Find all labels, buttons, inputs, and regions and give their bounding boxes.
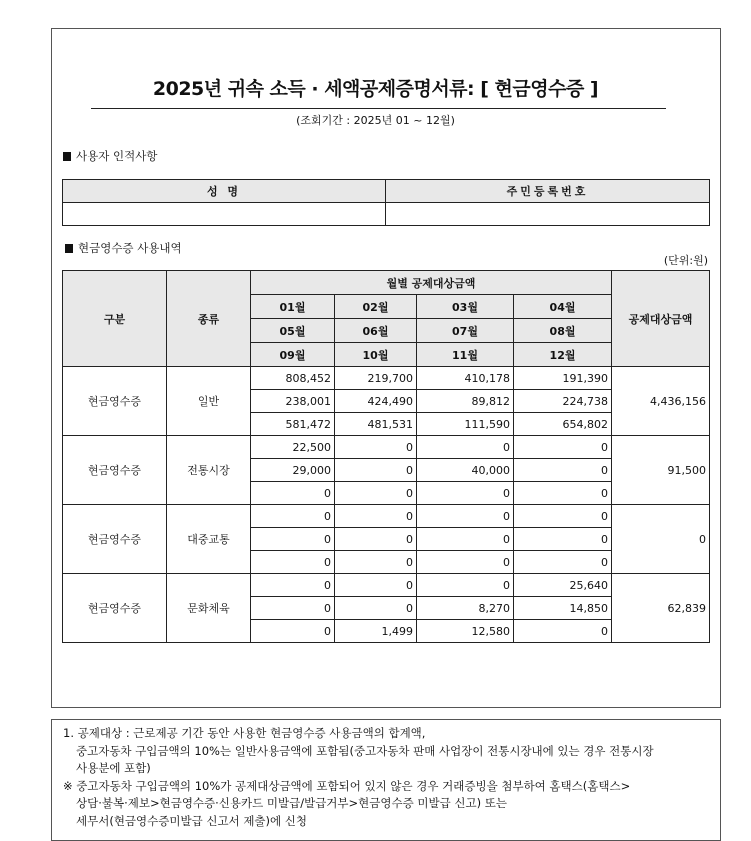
type-cell: 대중교통	[167, 505, 251, 574]
month-amount: 0	[335, 505, 417, 528]
month-amount: 0	[417, 482, 514, 505]
month-amount: 0	[417, 574, 514, 597]
table-row	[63, 436, 710, 459]
month-amount: 0	[335, 528, 417, 551]
month-header: 06월	[335, 319, 417, 343]
month-amount: 0	[251, 551, 335, 574]
category-cell: 현금영수증	[63, 436, 167, 505]
month-header: 03월	[417, 295, 514, 319]
category-cell: 현금영수증	[63, 367, 167, 436]
total-header: 공제대상금액	[612, 271, 710, 367]
unit-label: (단위:원)	[663, 254, 708, 267]
month-header: 12월	[514, 343, 612, 367]
user-info-table	[62, 179, 710, 226]
month-amount: 581,472	[251, 413, 335, 436]
table-row	[63, 505, 710, 528]
month-header: 09월	[251, 343, 335, 367]
month-amount: 654,802	[514, 413, 612, 436]
note-line: 상담·불복·제보>현금영수증·신용카드 미발급/발급거부>현금영수증 미발급 신고) 또는	[76, 796, 507, 810]
month-amount: 0	[514, 620, 612, 643]
month-amount: 0	[335, 597, 417, 620]
month-header: 10월	[335, 343, 417, 367]
month-amount: 0	[251, 505, 335, 528]
month-amount: 12,580	[417, 620, 514, 643]
name-header: 성 명	[63, 180, 386, 203]
month-amount: 0	[335, 574, 417, 597]
month-amount: 0	[514, 505, 612, 528]
user-section-heading: 사용자 인적사항	[63, 148, 157, 164]
name-value	[63, 203, 386, 226]
month-amount: 0	[514, 528, 612, 551]
note-line: 중고자동차 구입금액의 10%는 일반사용금액에 포함됨(중고자동차 판매 사업장이 전통시장내에 있는 경우 전통시장	[76, 743, 654, 758]
total-amount: 4,436,156	[612, 367, 710, 436]
month-amount: 0	[417, 528, 514, 551]
page-title: 2025년 귀속 소득 · 세액공제증명서류: [ 현금영수증 ]	[152, 78, 599, 100]
month-amount: 8,270	[417, 597, 514, 620]
month-header: 08월	[514, 319, 612, 343]
note-line: 세무서(현금영수증미발급 신고서 제출)에 신청	[76, 813, 308, 828]
month-amount: 25,640	[514, 574, 612, 597]
note-line: 사용분에 포함)	[76, 761, 151, 775]
month-amount: 0	[251, 528, 335, 551]
month-header: 11월	[417, 343, 514, 367]
total-amount: 62,839	[612, 574, 710, 643]
month-amount: 0	[335, 551, 417, 574]
type-cell: 전통시장	[167, 436, 251, 505]
type-cell: 일반	[167, 367, 251, 436]
month-amount: 224,738	[514, 390, 612, 413]
title-divider	[91, 108, 666, 109]
month-amount: 111,590	[417, 413, 514, 436]
month-header: 02월	[335, 295, 417, 319]
category-header: 구분	[63, 271, 167, 367]
month-amount: 0	[335, 459, 417, 482]
month-amount: 89,812	[417, 390, 514, 413]
id-value	[386, 203, 710, 226]
month-amount: 0	[251, 597, 335, 620]
type-header: 종류	[167, 271, 251, 367]
square-bullet-icon	[63, 152, 71, 161]
month-amount: 0	[251, 482, 335, 505]
month-amount: 481,531	[335, 413, 417, 436]
month-amount: 0	[251, 620, 335, 643]
month-header: 01월	[251, 295, 335, 319]
month-amount: 0	[335, 436, 417, 459]
month-amount: 14,850	[514, 597, 612, 620]
table-row	[63, 574, 710, 597]
query-period: (조회기간 : 2025년 01 ~ 12월)	[296, 114, 455, 127]
month-amount: 0	[417, 436, 514, 459]
month-amount: 0	[251, 574, 335, 597]
cash-section-heading: 현금영수증 사용내역	[65, 240, 182, 256]
month-amount: 191,390	[514, 367, 612, 390]
month-amount: 0	[514, 459, 612, 482]
month-amount: 0	[417, 551, 514, 574]
month-amount: 0	[417, 505, 514, 528]
month-amount: 410,178	[417, 367, 514, 390]
type-cell: 문화체육	[167, 574, 251, 643]
category-cell: 현금영수증	[63, 574, 167, 643]
month-amount: 40,000	[417, 459, 514, 482]
table-row	[63, 367, 710, 390]
month-amount: 1,499	[335, 620, 417, 643]
square-bullet-icon	[65, 244, 73, 253]
month-header: 07월	[417, 319, 514, 343]
category-cell: 현금영수증	[63, 505, 167, 574]
cash-receipt-table	[62, 270, 710, 643]
notes	[63, 725, 713, 830]
note-line: ※ 중고자동차 구입금액의 10%가 공제대상금액에 포함되어 있지 않은 경우 거래증빙을 첨부하여 홈택스(홈택스>	[63, 778, 631, 793]
month-amount: 22,500	[251, 436, 335, 459]
month-amount: 424,490	[335, 390, 417, 413]
month-amount: 0	[335, 482, 417, 505]
month-amount: 808,452	[251, 367, 335, 390]
total-amount: 91,500	[612, 436, 710, 505]
month-amount: 29,000	[251, 459, 335, 482]
month-header: 04월	[514, 295, 612, 319]
month-amount: 238,001	[251, 390, 335, 413]
month-header: 05월	[251, 319, 335, 343]
total-amount: 0	[612, 505, 710, 574]
month-amount: 219,700	[335, 367, 417, 390]
month-amount: 0	[514, 436, 612, 459]
monthly-header: 월별 공제대상금액	[251, 271, 612, 295]
id-header: 주민등록번호	[386, 180, 710, 203]
note-line: 1. 공제대상 : 근로제공 기간 동안 사용한 현금영수증 사용금액의 합계액,	[63, 726, 426, 740]
month-amount: 0	[514, 551, 612, 574]
month-amount: 0	[514, 482, 612, 505]
